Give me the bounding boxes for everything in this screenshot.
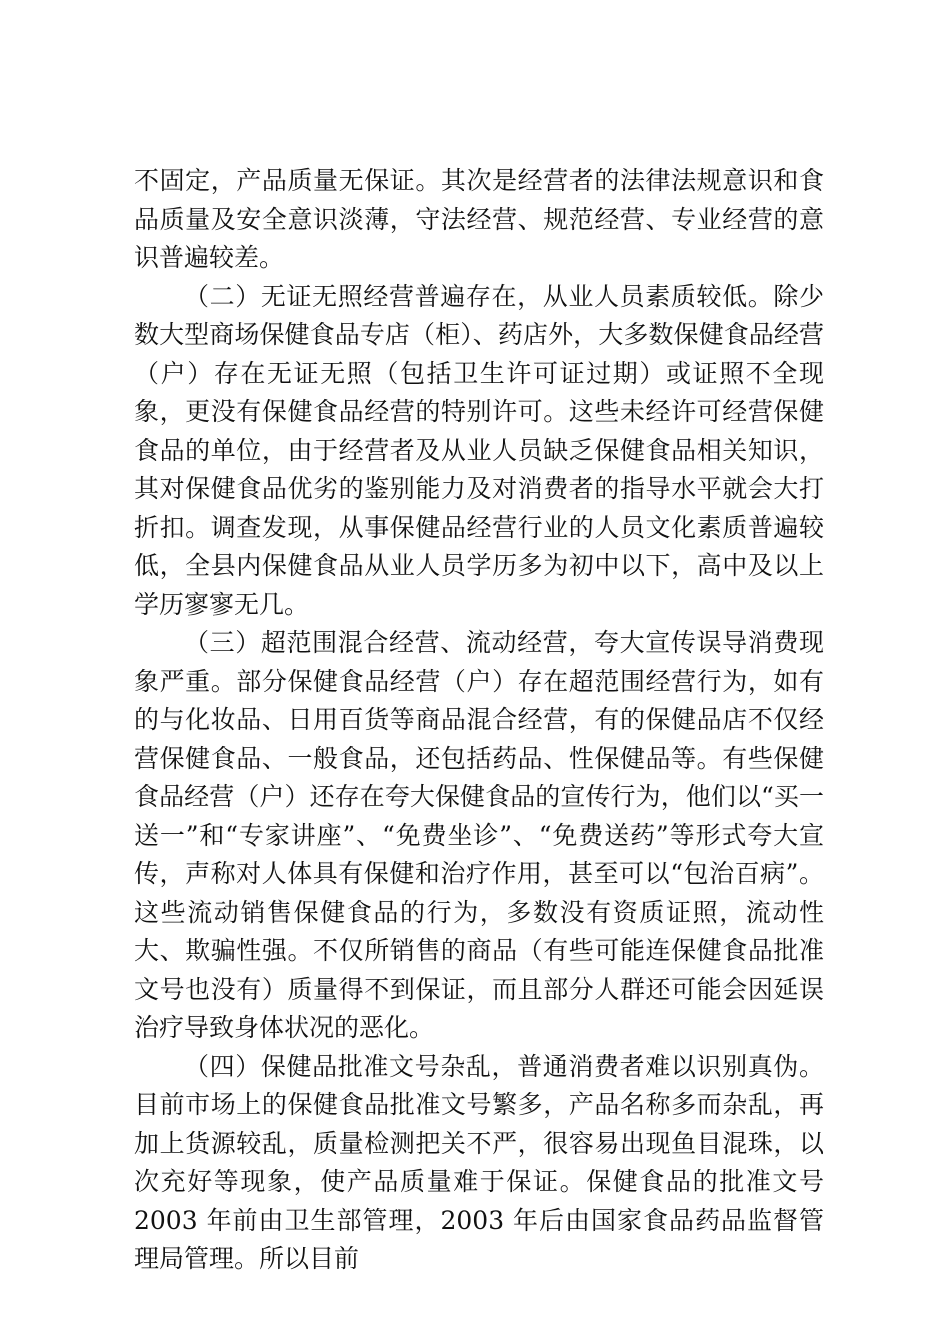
paragraph-section-2: （二）无证无照经营普遍存在，从业人员素质较低。除少数大型商场保健食品专店（柜）、药店外，大多数保健食品经营（户）存在无证无照（包括卫生许可证过期）或证照不全现象，更没有保健食品经营的特别许可。这些未经许可经营保健食品的单位，由于经营者及从业人员缺乏保健食品相关知识，其对保健食品优劣的鉴别能力及对消费者的指导水平就会大打折扣。调查发现，从事保健品经营行业的人员文化素质普遍较低，全县内保健食品从业人员学历多为初中以下，高中及以上学历寥寥无几。 <box>134 281 824 619</box>
paragraph-section-4: （四）保健品批准文号杂乱，普通消费者难以识别真伪。目前市场上的保健食品批准文号繁多，产品名称多而杂乱，再加上货源较乱，质量检测把关不严，很容易出现鱼目混珠，以次充好等现象，使产品质量难于保证。保健食品的批准文号 2003 年前由卫生部管理，2003 年后由国家食品药品监督管理局管理。所以目前 <box>134 1051 824 1273</box>
paragraph-continuation: 不固定，产品质量无保证。其次是经营者的法律法规意识和食品质量及安全意识淡薄，守法经营、规范经营、专业经营的意识普遍较差。 <box>134 166 824 272</box>
document-body <box>134 162 824 1279</box>
paragraph-section-3: （三）超范围混合经营、流动经营，夸大宣传误导消费现象严重。部分保健食品经营（户）存在超范围经营行为，如有的与化妆品、日用百货等商品混合经营，有的保健品店不仅经营保健食品、一般食品，还包括药品、性保健品等。有些保健食品经营（户）还存在夸大保健食品的宣传行为，他们以“买一送一”和“专家讲座”、“免费坐诊”、“免费送药”等形式夸大宣传，声称对人体具有保健和治疗作用，甚至可以“包治百病”。这些流动销售保健食品的行为，多数没有资质证照，流动性大、欺骗性强。不仅所销售的商品（有些可能连保健食品批准文号也没有）质量得不到保证，而且部分人群还可能会因延误治疗导致身体状况的恶化。 <box>134 628 824 1042</box>
